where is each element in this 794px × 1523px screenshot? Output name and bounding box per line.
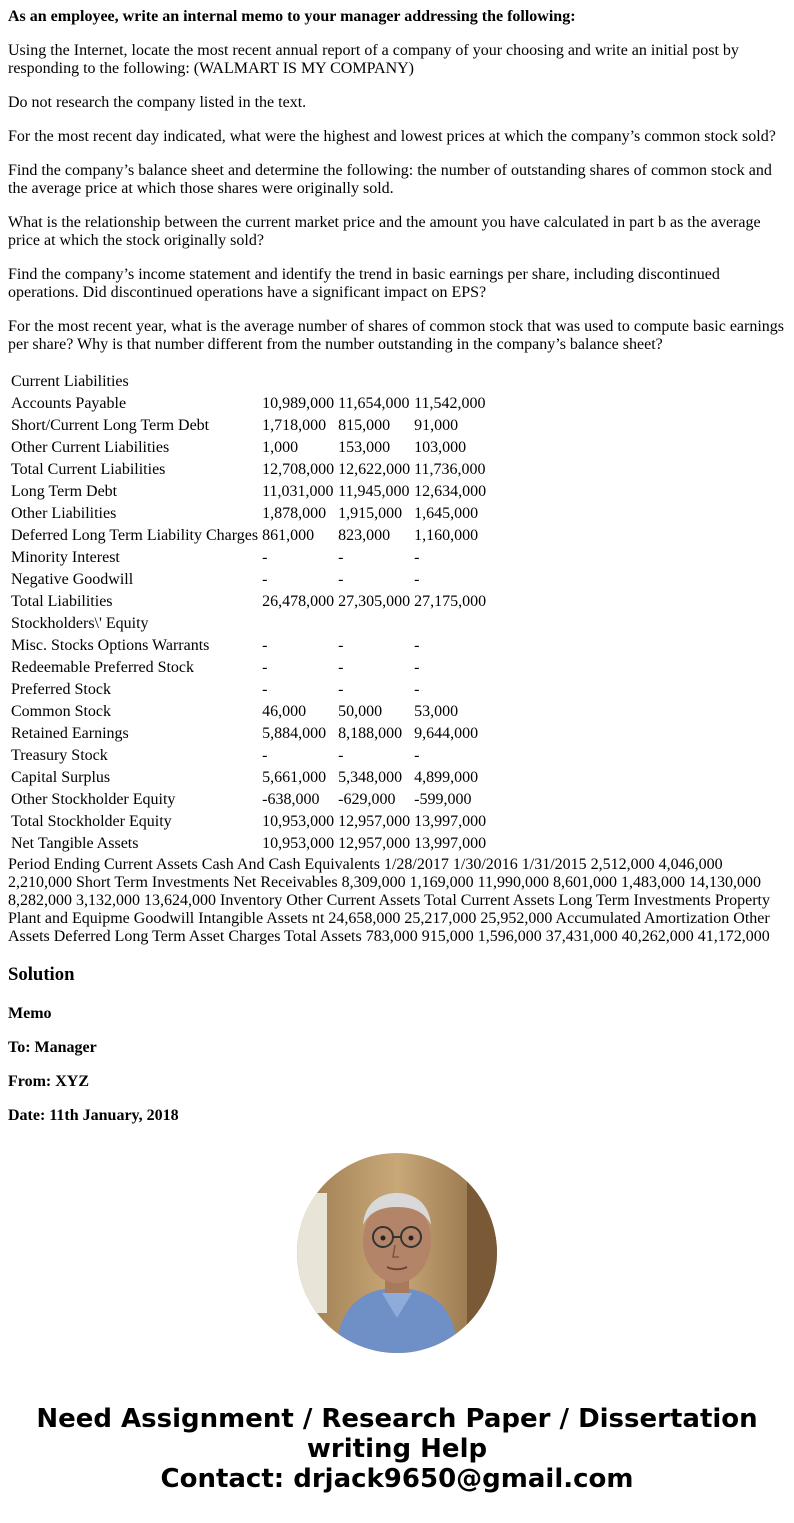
- table-row: [10, 570, 487, 590]
- row-label-cell: Common Stock: [11, 703, 112, 720]
- value-cell: 5,348,000: [338, 769, 403, 786]
- value-cell: 12,634,000: [414, 483, 487, 500]
- value-cell: 10,953,000: [262, 835, 335, 852]
- row-label-cell: Stockholders\' Equity: [11, 615, 149, 632]
- row-label-cell: Misc. Stocks Options Warrants: [11, 637, 210, 654]
- value-cell: 27,305,000: [338, 593, 411, 610]
- row-label-cell: Long Term Debt: [11, 483, 118, 500]
- value-cell: 12,957,000: [338, 813, 411, 830]
- table-row: [10, 372, 487, 392]
- promo-line-1: Need Assignment / Research Paper / Dissertation: [36, 1404, 758, 1434]
- table-row: [10, 834, 487, 854]
- memo-to: To: Manager: [8, 1039, 97, 1056]
- row-label-cell: Short/Current Long Term Debt: [11, 417, 210, 434]
- value-cell: -: [414, 637, 420, 654]
- row-label-cell: Net Tangible Assets: [11, 835, 139, 852]
- value-cell: 8,188,000: [338, 725, 403, 742]
- row-label-cell: Other Liabilities: [11, 505, 117, 522]
- value-cell: -: [338, 637, 344, 654]
- row-label-cell: Total Liabilities: [11, 593, 113, 610]
- value-cell: -: [414, 571, 420, 588]
- table-row: [10, 460, 487, 480]
- value-cell: -: [262, 747, 268, 764]
- value-cell: 1,718,000: [262, 417, 327, 434]
- value-cell: -629,000: [338, 791, 396, 808]
- value-cell: -: [262, 659, 268, 676]
- row-label-cell: Negative Goodwill: [11, 571, 134, 588]
- value-cell: 11,736,000: [414, 461, 486, 478]
- table-row: [10, 680, 487, 700]
- value-cell: [337, 372, 411, 392]
- paragraph-average-shares: For the most recent year, what is the average number of shares of common stock that was used to compute basic earnings per share? Why is that number different from the number outstanding in the company’s balance sheet?: [8, 318, 785, 353]
- intro-heading: As an employee, write an internal memo to your manager addressing the following:: [8, 8, 576, 25]
- table-row: [10, 548, 487, 568]
- value-cell: -: [338, 549, 344, 566]
- row-label-cell: Current Liabilities: [11, 373, 129, 390]
- promo-contact: Contact: drjack9650@gmail.com: [160, 1464, 634, 1494]
- table-row: [10, 768, 487, 788]
- author-photo-illustration: [297, 1153, 497, 1353]
- balance-sheet-table: [8, 370, 489, 856]
- table-row: [10, 438, 487, 458]
- value-cell: -: [414, 659, 420, 676]
- table-row: [10, 592, 487, 612]
- value-cell: 1,160,000: [414, 527, 479, 544]
- value-cell: -: [414, 549, 420, 566]
- row-label-cell: Treasury Stock: [11, 747, 108, 764]
- table-row: [10, 636, 487, 656]
- value-cell: -: [262, 549, 268, 566]
- promo-line-2: writing Help: [306, 1434, 488, 1464]
- value-cell: 823,000: [338, 527, 391, 544]
- row-label-cell: Total Current Liabilities: [11, 461, 166, 478]
- paragraph-company: Using the Internet, locate the most recent annual report of a company of your choosing and write an initial post by responding to the following: (WALMART IS MY COMPANY): [8, 42, 739, 77]
- value-cell: 12,622,000: [338, 461, 411, 478]
- value-cell: 4,899,000: [414, 769, 479, 786]
- value-cell: 46,000: [262, 703, 307, 720]
- row-label-cell: Accounts Payable: [11, 395, 127, 412]
- paragraph-no-research: Do not research the company listed in the text.: [8, 94, 307, 111]
- row-label-cell: Retained Earnings: [11, 725, 129, 742]
- row-label-cell: Preferred Stock: [11, 681, 111, 698]
- value-cell: 50,000: [338, 703, 383, 720]
- row-label-cell: Other Stockholder Equity: [11, 791, 176, 808]
- value-cell: 11,945,000: [338, 483, 410, 500]
- row-label-cell: Deferred Long Term Liability Charges: [11, 527, 259, 544]
- solution-heading: Solution: [8, 964, 75, 985]
- value-cell: 12,957,000: [338, 835, 411, 852]
- table-row: [10, 416, 487, 436]
- value-cell: [413, 614, 487, 634]
- value-cell: 1,645,000: [414, 505, 479, 522]
- value-cell: -: [414, 747, 420, 764]
- value-cell: 1,000: [262, 439, 299, 456]
- value-cell: 10,953,000: [262, 813, 335, 830]
- value-cell: -638,000: [262, 791, 320, 808]
- value-cell: -: [262, 637, 268, 654]
- row-label-cell: Minority Interest: [11, 549, 120, 566]
- value-cell: 5,884,000: [262, 725, 327, 742]
- table-row: [10, 702, 487, 722]
- value-cell: -: [338, 659, 344, 676]
- table-row: [10, 526, 487, 546]
- paragraph-balance-sheet: Find the company’s balance sheet and determine the following: the number of outstanding shares of common stock and the average price at which those shares were originally sold.: [8, 162, 772, 197]
- row-label-cell: Redeemable Preferred Stock: [11, 659, 195, 676]
- value-cell: 27,175,000: [414, 593, 487, 610]
- table-row: [10, 504, 487, 524]
- value-cell: 91,000: [414, 417, 459, 434]
- value-cell: 11,654,000: [338, 395, 410, 412]
- value-cell: -: [338, 747, 344, 764]
- value-cell: 11,031,000: [262, 483, 334, 500]
- value-cell: 53,000: [414, 703, 459, 720]
- value-cell: -: [338, 681, 344, 698]
- value-cell: 861,000: [262, 527, 315, 544]
- value-cell: 815,000: [338, 417, 391, 434]
- table-row: [10, 790, 487, 810]
- row-label-cell: Total Stockholder Equity: [11, 813, 172, 830]
- value-cell: 13,997,000: [414, 835, 487, 852]
- paragraph-market-price: What is the relationship between the current market price and the amount you have calculated in part b as the average price at which the stock originally sold?: [8, 214, 761, 249]
- value-cell: 10,989,000: [262, 395, 335, 412]
- memo-title: Memo: [8, 1005, 52, 1022]
- table-row: [10, 394, 487, 414]
- value-cell: 1,915,000: [338, 505, 403, 522]
- value-cell: -: [262, 571, 268, 588]
- value-cell: 103,000: [414, 439, 467, 456]
- table-row: [10, 658, 487, 678]
- row-label-cell: Other Current Liabilities: [11, 439, 170, 456]
- paragraph-income-statement: Find the company’s income statement and identify the trend in basic earnings per share, including discontinued operations. Did discontinued operations have a significant impact on EPS?: [8, 266, 720, 301]
- value-cell: -: [338, 571, 344, 588]
- value-cell: 1,878,000: [262, 505, 327, 522]
- value-cell: -599,000: [414, 791, 472, 808]
- paragraph-stock-prices: For the most recent day indicated, what were the highest and lowest prices at which the company’s common stock sold?: [8, 128, 776, 145]
- assets-paragraph: Period Ending Current Assets Cash And Cash Equivalents 1/28/2017 1/30/2016 1/31/2015 2,512,000 4,046,000 2,210,000 Short Term Investments Net Receivables 8,309,000 1,169,000 11,990,000 8,601,000 1,483,000 14,130,000 8,282,000 3,132,000 13,624,000 Inventory Other Current Assets Total Current Assets Long Term Investments Property Plant and Equipme Goodwill Intangible Assets nt 24,658,000 25,217,000 25,952,000 Accumulated Amortization Other Assets Deferred Long Term Asset Charges Total Assets 783,000 915,000 1,596,000 37,431,000 40,262,000 41,172,000: [8, 856, 770, 945]
- value-cell: -: [414, 681, 420, 698]
- table-row: [10, 614, 487, 634]
- value-cell: 9,644,000: [414, 725, 479, 742]
- value-cell: 13,997,000: [414, 813, 487, 830]
- value-cell: 26,478,000: [262, 593, 335, 610]
- table-row: [10, 746, 487, 766]
- value-cell: -: [262, 681, 268, 698]
- value-cell: 5,661,000: [262, 769, 327, 786]
- value-cell: [261, 372, 335, 392]
- promo-banner: [0, 1404, 794, 1494]
- table-row: [10, 482, 487, 502]
- value-cell: 12,708,000: [262, 461, 335, 478]
- value-cell: 153,000: [338, 439, 391, 456]
- author-avatar: [297, 1153, 497, 1353]
- value-cell: 11,542,000: [414, 395, 486, 412]
- row-label-cell: Capital Surplus: [11, 769, 111, 786]
- value-cell: [413, 372, 487, 392]
- memo-date: Date: 11th January, 2018: [8, 1107, 179, 1124]
- table-row: [10, 812, 487, 832]
- table-row: [10, 724, 487, 744]
- value-cell: [261, 614, 335, 634]
- memo-from: From: XYZ: [8, 1073, 90, 1090]
- value-cell: [337, 614, 411, 634]
